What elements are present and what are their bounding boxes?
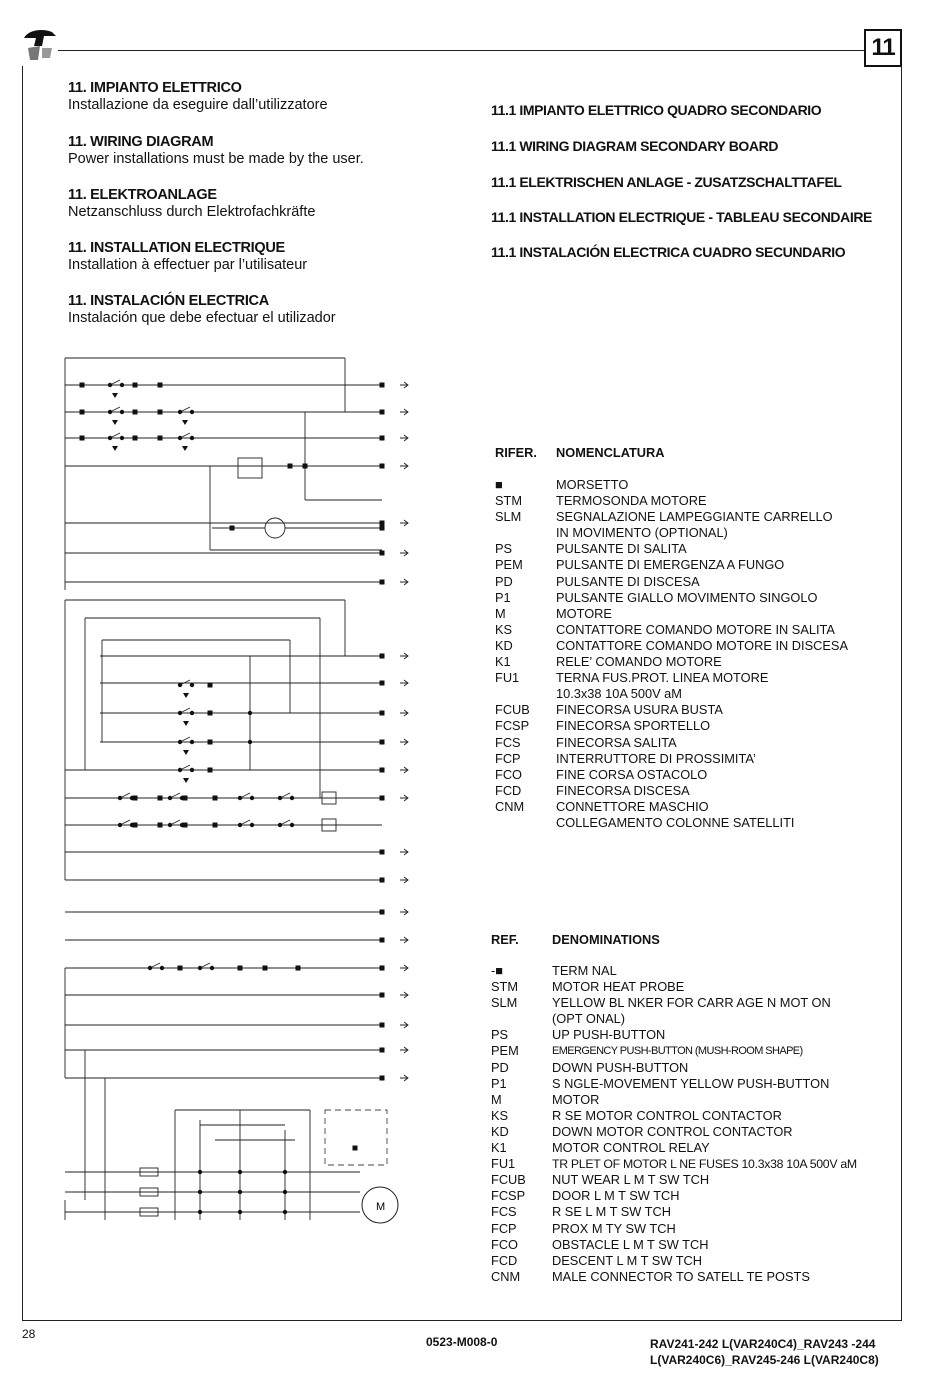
terminal-mark bbox=[213, 823, 218, 828]
legend-name: TERM NAL bbox=[552, 963, 617, 978]
motor-symbol bbox=[362, 1187, 398, 1223]
connector-arrow bbox=[400, 653, 408, 659]
legend-name: R SE MOTOR CONTROL CONTACTOR bbox=[552, 1107, 782, 1123]
junction-dot bbox=[238, 1210, 242, 1214]
connector-arrow bbox=[400, 1047, 408, 1053]
terminal-mark bbox=[208, 740, 213, 745]
diode-symbol bbox=[183, 750, 189, 755]
terminal-mark bbox=[380, 383, 385, 388]
terminal-mark bbox=[380, 768, 385, 773]
intro-subtitle: Instalación que debe efectuar el utilizador bbox=[68, 310, 336, 326]
legend-name: PULSANTE DI DISCESA bbox=[556, 573, 700, 589]
legend-en-col-name: DENOMINATIONS bbox=[552, 932, 660, 947]
terminal-mark bbox=[380, 526, 385, 531]
wiring-diagram bbox=[60, 350, 450, 1250]
legend-row bbox=[495, 622, 848, 638]
legend-name: YELLOW BL NKER FOR CARR AGE N MOT ON bbox=[552, 995, 831, 1011]
slm-box bbox=[238, 458, 262, 478]
connector-arrow bbox=[400, 909, 408, 915]
legend-name: PROX M TY SW TCH bbox=[552, 1220, 676, 1236]
legend-name: RELE’ COMANDO MOTORE bbox=[556, 654, 722, 670]
legend-row bbox=[491, 1108, 857, 1124]
legend-name: TR PLET OF MOTOR L NE FUSES 10.3x38 10A 500V aM bbox=[552, 1157, 857, 1172]
diode-symbol bbox=[182, 446, 188, 451]
legend-row bbox=[495, 477, 848, 493]
legend-name: FINE CORSA OSTACOLO bbox=[556, 766, 708, 782]
terminal-mark bbox=[238, 966, 243, 971]
junction-dot bbox=[210, 966, 214, 970]
intro-heading: 11. INSTALLATION ELECTRIQUE bbox=[68, 240, 285, 256]
connector-arrow bbox=[400, 520, 408, 526]
legend-row bbox=[495, 735, 848, 751]
junction-dot bbox=[238, 796, 242, 800]
legend-ref: CNM bbox=[491, 1268, 521, 1284]
legend-ref bbox=[495, 815, 556, 831]
legend-name: IN MOVIMENTO (OPTIONAL) bbox=[556, 525, 728, 541]
diode-symbol bbox=[112, 393, 118, 398]
legend-ref: FCP bbox=[491, 1220, 517, 1236]
junction-dot bbox=[238, 1190, 242, 1194]
junction-dot bbox=[108, 436, 112, 440]
junction-dot bbox=[238, 1170, 242, 1174]
terminal-mark bbox=[380, 966, 385, 971]
legend-row bbox=[495, 799, 848, 815]
legend-ref: FU1 bbox=[491, 1156, 516, 1172]
legend-ref: FCO bbox=[491, 1236, 519, 1252]
model-line-2: L(VAR240C6)_RAV245-246 L(VAR240C8) bbox=[650, 1353, 879, 1367]
terminal-mark bbox=[80, 410, 85, 415]
connector-arrow bbox=[400, 579, 408, 585]
legend-row bbox=[495, 525, 848, 541]
legend-name: DOOR L M T SW TCH bbox=[552, 1188, 680, 1204]
legend-name: (OPT ONAL) bbox=[552, 1011, 626, 1027]
legend-name: PULSANTE GIALLO MOVIMENTO SINGOLO bbox=[556, 589, 818, 605]
legend-ref: M bbox=[491, 1091, 502, 1107]
junction-dot bbox=[120, 436, 124, 440]
terminal-mark bbox=[380, 551, 385, 556]
motor-label: M bbox=[376, 1201, 386, 1213]
legend-row bbox=[491, 1140, 857, 1156]
legend-row bbox=[491, 1204, 857, 1220]
junction-dot bbox=[168, 796, 172, 800]
legend-ref: FCD bbox=[495, 782, 522, 798]
legend-ref: K1 bbox=[491, 1140, 507, 1156]
legend-ref: FCS bbox=[495, 734, 521, 750]
legend-name: CONTATTORE COMANDO MOTORE IN SALITA bbox=[556, 621, 835, 637]
legend-ref: FCUB bbox=[491, 1172, 526, 1188]
legend-name: MOTOR bbox=[552, 1091, 600, 1107]
brand-logo bbox=[22, 24, 58, 62]
terminal-mark bbox=[380, 1048, 385, 1053]
diode-symbol bbox=[183, 721, 189, 726]
legend-ref: FCP bbox=[495, 750, 521, 766]
legend-ref: K1 bbox=[495, 654, 511, 670]
section-title: 11.1 WIRING DIAGRAM SECONDARY BOARD bbox=[491, 138, 779, 154]
legend-name: OBSTACLE L M T SW TCH bbox=[552, 1236, 709, 1252]
legend-name: S NGLE-MOVEMENT YELLOW PUSH-BUTTON bbox=[552, 1075, 830, 1091]
intro-block bbox=[68, 187, 458, 220]
junction-dot bbox=[120, 383, 124, 387]
legend-ref: FU1 bbox=[495, 670, 520, 686]
junction-dot bbox=[120, 410, 124, 414]
legend-name: MORSETTO bbox=[556, 477, 629, 492]
legend-ref: PEM bbox=[495, 557, 523, 573]
intro-heading: 11. ELEKTROANLAGE bbox=[68, 187, 217, 203]
legend-row bbox=[491, 963, 857, 979]
legend-ref: -■ bbox=[491, 963, 503, 978]
junction-dot bbox=[168, 823, 172, 827]
connector-arrow bbox=[400, 680, 408, 686]
junction-dot bbox=[178, 711, 182, 715]
legend-row bbox=[491, 1124, 857, 1140]
legend-row bbox=[491, 1060, 857, 1076]
legend-row bbox=[495, 654, 848, 670]
legend-it bbox=[495, 477, 848, 831]
junction-dot bbox=[278, 823, 282, 827]
junction-dot bbox=[180, 796, 184, 800]
intro-subtitle: Power installations must be made by the user. bbox=[68, 151, 364, 167]
intro-block bbox=[68, 80, 458, 113]
terminal-mark bbox=[178, 966, 183, 971]
junction-dot bbox=[190, 410, 194, 414]
terminal-mark bbox=[208, 768, 213, 773]
junction-dot bbox=[198, 966, 202, 970]
connector-arrow bbox=[400, 382, 408, 388]
legend-row bbox=[495, 574, 848, 590]
terminal-mark bbox=[133, 410, 138, 415]
doc-code bbox=[426, 1335, 497, 1349]
terminal-mark bbox=[380, 740, 385, 745]
junction-dot bbox=[178, 410, 182, 414]
legend-ref: FCSP bbox=[495, 718, 530, 734]
terminal-mark bbox=[263, 966, 268, 971]
legend-ref bbox=[495, 686, 556, 702]
junction-dot bbox=[283, 1210, 287, 1214]
legend-row bbox=[491, 1172, 857, 1188]
legend-ref: KS bbox=[491, 1107, 509, 1123]
terminal-mark bbox=[380, 654, 385, 659]
doc-code-text: 0523-M008-0 bbox=[426, 1335, 498, 1349]
junction-dot bbox=[130, 796, 134, 800]
legend-row bbox=[495, 606, 848, 622]
connector-arrow bbox=[400, 849, 408, 855]
terminal-mark bbox=[303, 464, 308, 469]
legend-row bbox=[491, 1156, 857, 1172]
terminal-mark bbox=[380, 464, 385, 469]
legend-row bbox=[491, 1269, 857, 1285]
legend-name: MALE CONNECTOR TO SATELL TE POSTS bbox=[552, 1268, 810, 1284]
legend-ref: FCD bbox=[491, 1252, 518, 1268]
legend-name: R SE L M T SW TCH bbox=[552, 1204, 671, 1220]
junction-dot bbox=[190, 436, 194, 440]
legend-name: MOTORE bbox=[556, 605, 612, 621]
section-title: 11.1 IMPIANTO ELETTRICO QUADRO SECONDARIO bbox=[491, 102, 822, 118]
junction-dot bbox=[283, 1170, 287, 1174]
legend-ref: FCUB bbox=[495, 702, 530, 718]
legend-ref: KS bbox=[495, 621, 513, 637]
terminal-mark bbox=[380, 1076, 385, 1081]
terminal-mark bbox=[380, 580, 385, 585]
optional-box bbox=[325, 1110, 387, 1165]
lamp-symbol bbox=[265, 518, 285, 538]
terminal-mark bbox=[380, 796, 385, 801]
model-line-1: RAV241-242 L(VAR240C4)_RAV243 -244 bbox=[650, 1337, 876, 1351]
intro-heading: 11. INSTALACIÓN ELECTRICA bbox=[68, 293, 269, 309]
section-title: 11.1 ELEKTRISCHEN ANLAGE - ZUSATZSCHALTTAFEL bbox=[491, 174, 842, 190]
legend-name: PULSANTE DI EMERGENZA A FUNGO bbox=[556, 557, 785, 573]
legend-row bbox=[495, 493, 848, 509]
legend-name: DOWN PUSH-BUTTON bbox=[552, 1059, 689, 1075]
legend-name: FINECORSA DISCESA bbox=[556, 782, 690, 798]
legend-name: 10.3x38 10A 500V aM bbox=[556, 686, 682, 702]
legend-name: FINECORSA USURA BUSTA bbox=[556, 702, 723, 718]
junction-dot bbox=[198, 1190, 202, 1194]
junction-dot bbox=[148, 966, 152, 970]
legend-row bbox=[491, 1221, 857, 1237]
terminal-mark bbox=[380, 938, 385, 943]
legend-name: TERMOSONDA MOTORE bbox=[556, 493, 707, 509]
legend-name: DOWN MOTOR CONTROL CONTACTOR bbox=[552, 1123, 793, 1139]
legend-row bbox=[491, 1076, 857, 1092]
junction-dot bbox=[290, 823, 294, 827]
connector-arrow bbox=[400, 992, 408, 998]
legend-row bbox=[495, 783, 848, 799]
intro-block bbox=[68, 134, 458, 167]
terminal-mark bbox=[80, 383, 85, 388]
connector-arrow bbox=[400, 710, 408, 716]
intro-block bbox=[68, 293, 458, 326]
legend-row bbox=[491, 1188, 857, 1204]
legend-name: EMERGENCY PUSH-BUTTON (MUSH-ROOM SHAPE) bbox=[552, 1045, 803, 1058]
terminal-mark bbox=[158, 436, 163, 441]
connector-arrow bbox=[400, 739, 408, 745]
junction-dot bbox=[198, 1210, 202, 1214]
connector-arrow bbox=[400, 795, 408, 801]
junction-dot bbox=[130, 823, 134, 827]
legend-name: MOTOR HEAT PROBE bbox=[552, 979, 685, 995]
terminal-mark bbox=[380, 1023, 385, 1028]
legend-name: TERNA FUS.PROT. LINEA MOTORE bbox=[556, 670, 769, 686]
connector-arrow bbox=[400, 965, 408, 971]
junction-dot bbox=[198, 1170, 202, 1174]
legend-ref: STM bbox=[491, 979, 519, 995]
terminal-mark bbox=[380, 521, 385, 526]
legend-row bbox=[491, 1011, 857, 1027]
connector-arrow bbox=[400, 409, 408, 415]
junction-dot bbox=[250, 823, 254, 827]
connector-arrow bbox=[400, 1022, 408, 1028]
connector-arrow bbox=[400, 937, 408, 943]
legend-ref bbox=[495, 525, 556, 541]
junction-dot bbox=[180, 823, 184, 827]
connector-arrow bbox=[400, 435, 408, 441]
legend-row bbox=[495, 590, 848, 606]
legend-it-col-name: NOMENCLATURA bbox=[556, 445, 665, 460]
chapter-number-box: 11 bbox=[864, 29, 902, 67]
terminal-mark bbox=[158, 410, 163, 415]
legend-ref bbox=[491, 1011, 552, 1027]
legend-ref: SLM bbox=[495, 509, 522, 525]
legend-name: PULSANTE DI SALITA bbox=[556, 541, 687, 557]
section-title: 11.1 INSTALACIÓN ELECTRICA CUADRO SECUNDARIO bbox=[491, 244, 846, 260]
intro-block bbox=[68, 240, 458, 273]
junction-dot bbox=[118, 823, 122, 827]
legend-ref: PD bbox=[495, 573, 513, 589]
terminal-mark bbox=[158, 796, 163, 801]
terminal-mark bbox=[80, 436, 85, 441]
connector-arrow bbox=[400, 550, 408, 556]
terminal-mark bbox=[380, 910, 385, 915]
terminal-mark bbox=[288, 464, 293, 469]
legend-row bbox=[491, 1253, 857, 1269]
legend-ref: ■ bbox=[495, 477, 503, 492]
junction-dot bbox=[290, 796, 294, 800]
legend-ref: P1 bbox=[491, 1075, 507, 1091]
legend-ref: CNM bbox=[495, 798, 525, 814]
diode-symbol bbox=[112, 420, 118, 425]
legend-name: CONTATTORE COMANDO MOTORE IN DISCESA bbox=[556, 637, 848, 653]
terminal-mark bbox=[380, 993, 385, 998]
junction-dot bbox=[190, 768, 194, 772]
legend-row bbox=[495, 751, 848, 767]
diode-symbol bbox=[182, 420, 188, 425]
legend-ref: KD bbox=[491, 1123, 509, 1139]
legend-row bbox=[495, 557, 848, 573]
legend-row bbox=[491, 1043, 857, 1059]
terminal-mark bbox=[380, 436, 385, 441]
legend-ref: PD bbox=[491, 1059, 509, 1075]
legend-ref: PS bbox=[491, 1027, 509, 1043]
legend-row bbox=[495, 767, 848, 783]
legend-name: NUT WEAR L M T SW TCH bbox=[552, 1172, 710, 1188]
legend-name: CONNETTORE MASCHIO bbox=[556, 798, 709, 814]
legend-ref: PS bbox=[495, 541, 513, 557]
terminal-mark bbox=[296, 966, 301, 971]
legend-name: INTERRUTTORE DI PROSSIMITA’ bbox=[556, 750, 756, 766]
legend-row bbox=[495, 638, 848, 654]
terminal-mark bbox=[380, 410, 385, 415]
legend-ref: KD bbox=[495, 637, 513, 653]
legend-name: COLLEGAMENTO COLONNE SATELLITI bbox=[556, 814, 795, 830]
terminal-mark bbox=[380, 681, 385, 686]
legend-row bbox=[491, 1237, 857, 1253]
junction-dot bbox=[178, 683, 182, 687]
terminal-mark bbox=[158, 823, 163, 828]
terminal-mark bbox=[380, 878, 385, 883]
intro-heading: 11. IMPIANTO ELETTRICO bbox=[68, 80, 242, 96]
legend-row bbox=[495, 815, 848, 831]
legend-ref: FCO bbox=[495, 766, 523, 782]
junction-dot bbox=[160, 966, 164, 970]
junction-dot bbox=[178, 436, 182, 440]
intro-subtitle: Installazione da eseguire dall’utilizzatore bbox=[68, 97, 328, 113]
legend-ref: FCSP bbox=[491, 1188, 526, 1204]
legend-ref: FCS bbox=[491, 1204, 517, 1220]
junction-dot bbox=[190, 740, 194, 744]
junction-dot bbox=[248, 740, 252, 744]
legend-name: MOTOR CONTROL RELAY bbox=[552, 1140, 710, 1156]
legend-row bbox=[495, 702, 848, 718]
legend-name: DESCENT L M T SW TCH bbox=[552, 1252, 703, 1268]
legend-name: FINECORSA SALITA bbox=[556, 734, 677, 750]
junction-dot bbox=[278, 796, 282, 800]
terminal-mark bbox=[353, 1146, 358, 1151]
section-title: 11.1 INSTALLATION ELECTRIQUE - TABLEAU SECONDAIRE bbox=[491, 209, 872, 225]
terminal-mark bbox=[380, 850, 385, 855]
terminal-mark bbox=[208, 683, 213, 688]
junction-dot bbox=[248, 711, 252, 715]
legend-row bbox=[495, 509, 848, 525]
connector-arrow bbox=[400, 767, 408, 773]
intro-heading: 11. WIRING DIAGRAM bbox=[68, 134, 214, 150]
junction-dot bbox=[178, 768, 182, 772]
legend-name: SEGNALAZIONE LAMPEGGIANTE CARRELLO bbox=[556, 509, 833, 525]
junction-dot bbox=[190, 711, 194, 715]
legend-row bbox=[491, 1027, 857, 1043]
diode-symbol bbox=[183, 778, 189, 783]
junction-dot bbox=[283, 1190, 287, 1194]
legend-row bbox=[495, 670, 848, 686]
junction-dot bbox=[250, 796, 254, 800]
page-number: 28 bbox=[22, 1327, 36, 1341]
junction-dot bbox=[108, 383, 112, 387]
junction-dot bbox=[190, 683, 194, 687]
legend-ref: M bbox=[495, 605, 506, 621]
connector-arrow bbox=[400, 1075, 408, 1081]
diode-symbol bbox=[183, 693, 189, 698]
junction-dot bbox=[108, 410, 112, 414]
legend-row bbox=[491, 995, 857, 1011]
connector-arrow bbox=[400, 877, 408, 883]
intro-subtitle: Installation à effectuer par l’utilisateur bbox=[68, 257, 308, 273]
legend-ref: PEM bbox=[491, 1043, 519, 1059]
legend-ref: SLM bbox=[491, 995, 518, 1011]
legend-row bbox=[495, 541, 848, 557]
junction-dot bbox=[118, 796, 122, 800]
junction-dot bbox=[178, 740, 182, 744]
header-rule bbox=[58, 50, 864, 51]
legend-name: UP PUSH-BUTTON bbox=[552, 1027, 666, 1043]
terminal-mark bbox=[133, 383, 138, 388]
terminal-mark bbox=[380, 711, 385, 716]
legend-name: FINECORSA SPORTELLO bbox=[556, 718, 711, 734]
legend-en bbox=[491, 963, 857, 1285]
terminal-mark bbox=[230, 526, 235, 531]
legend-ref: STM bbox=[495, 493, 523, 509]
terminal-mark bbox=[133, 436, 138, 441]
terminal-mark bbox=[208, 711, 213, 716]
legend-row bbox=[495, 718, 848, 734]
legend-ref: P1 bbox=[495, 589, 511, 605]
junction-dot bbox=[238, 823, 242, 827]
legend-row bbox=[491, 979, 857, 995]
legend-en-col-ref: REF. bbox=[491, 932, 519, 947]
legend-it-col-ref: RIFER. bbox=[495, 445, 537, 460]
legend-row bbox=[495, 686, 848, 702]
intro-subtitle: Netzanschluss durch Elektrofachkräfte bbox=[68, 204, 316, 220]
connector-arrow bbox=[400, 463, 408, 469]
diode-symbol bbox=[112, 446, 118, 451]
legend-row bbox=[491, 1092, 857, 1108]
terminal-mark bbox=[213, 796, 218, 801]
terminal-mark bbox=[158, 383, 163, 388]
